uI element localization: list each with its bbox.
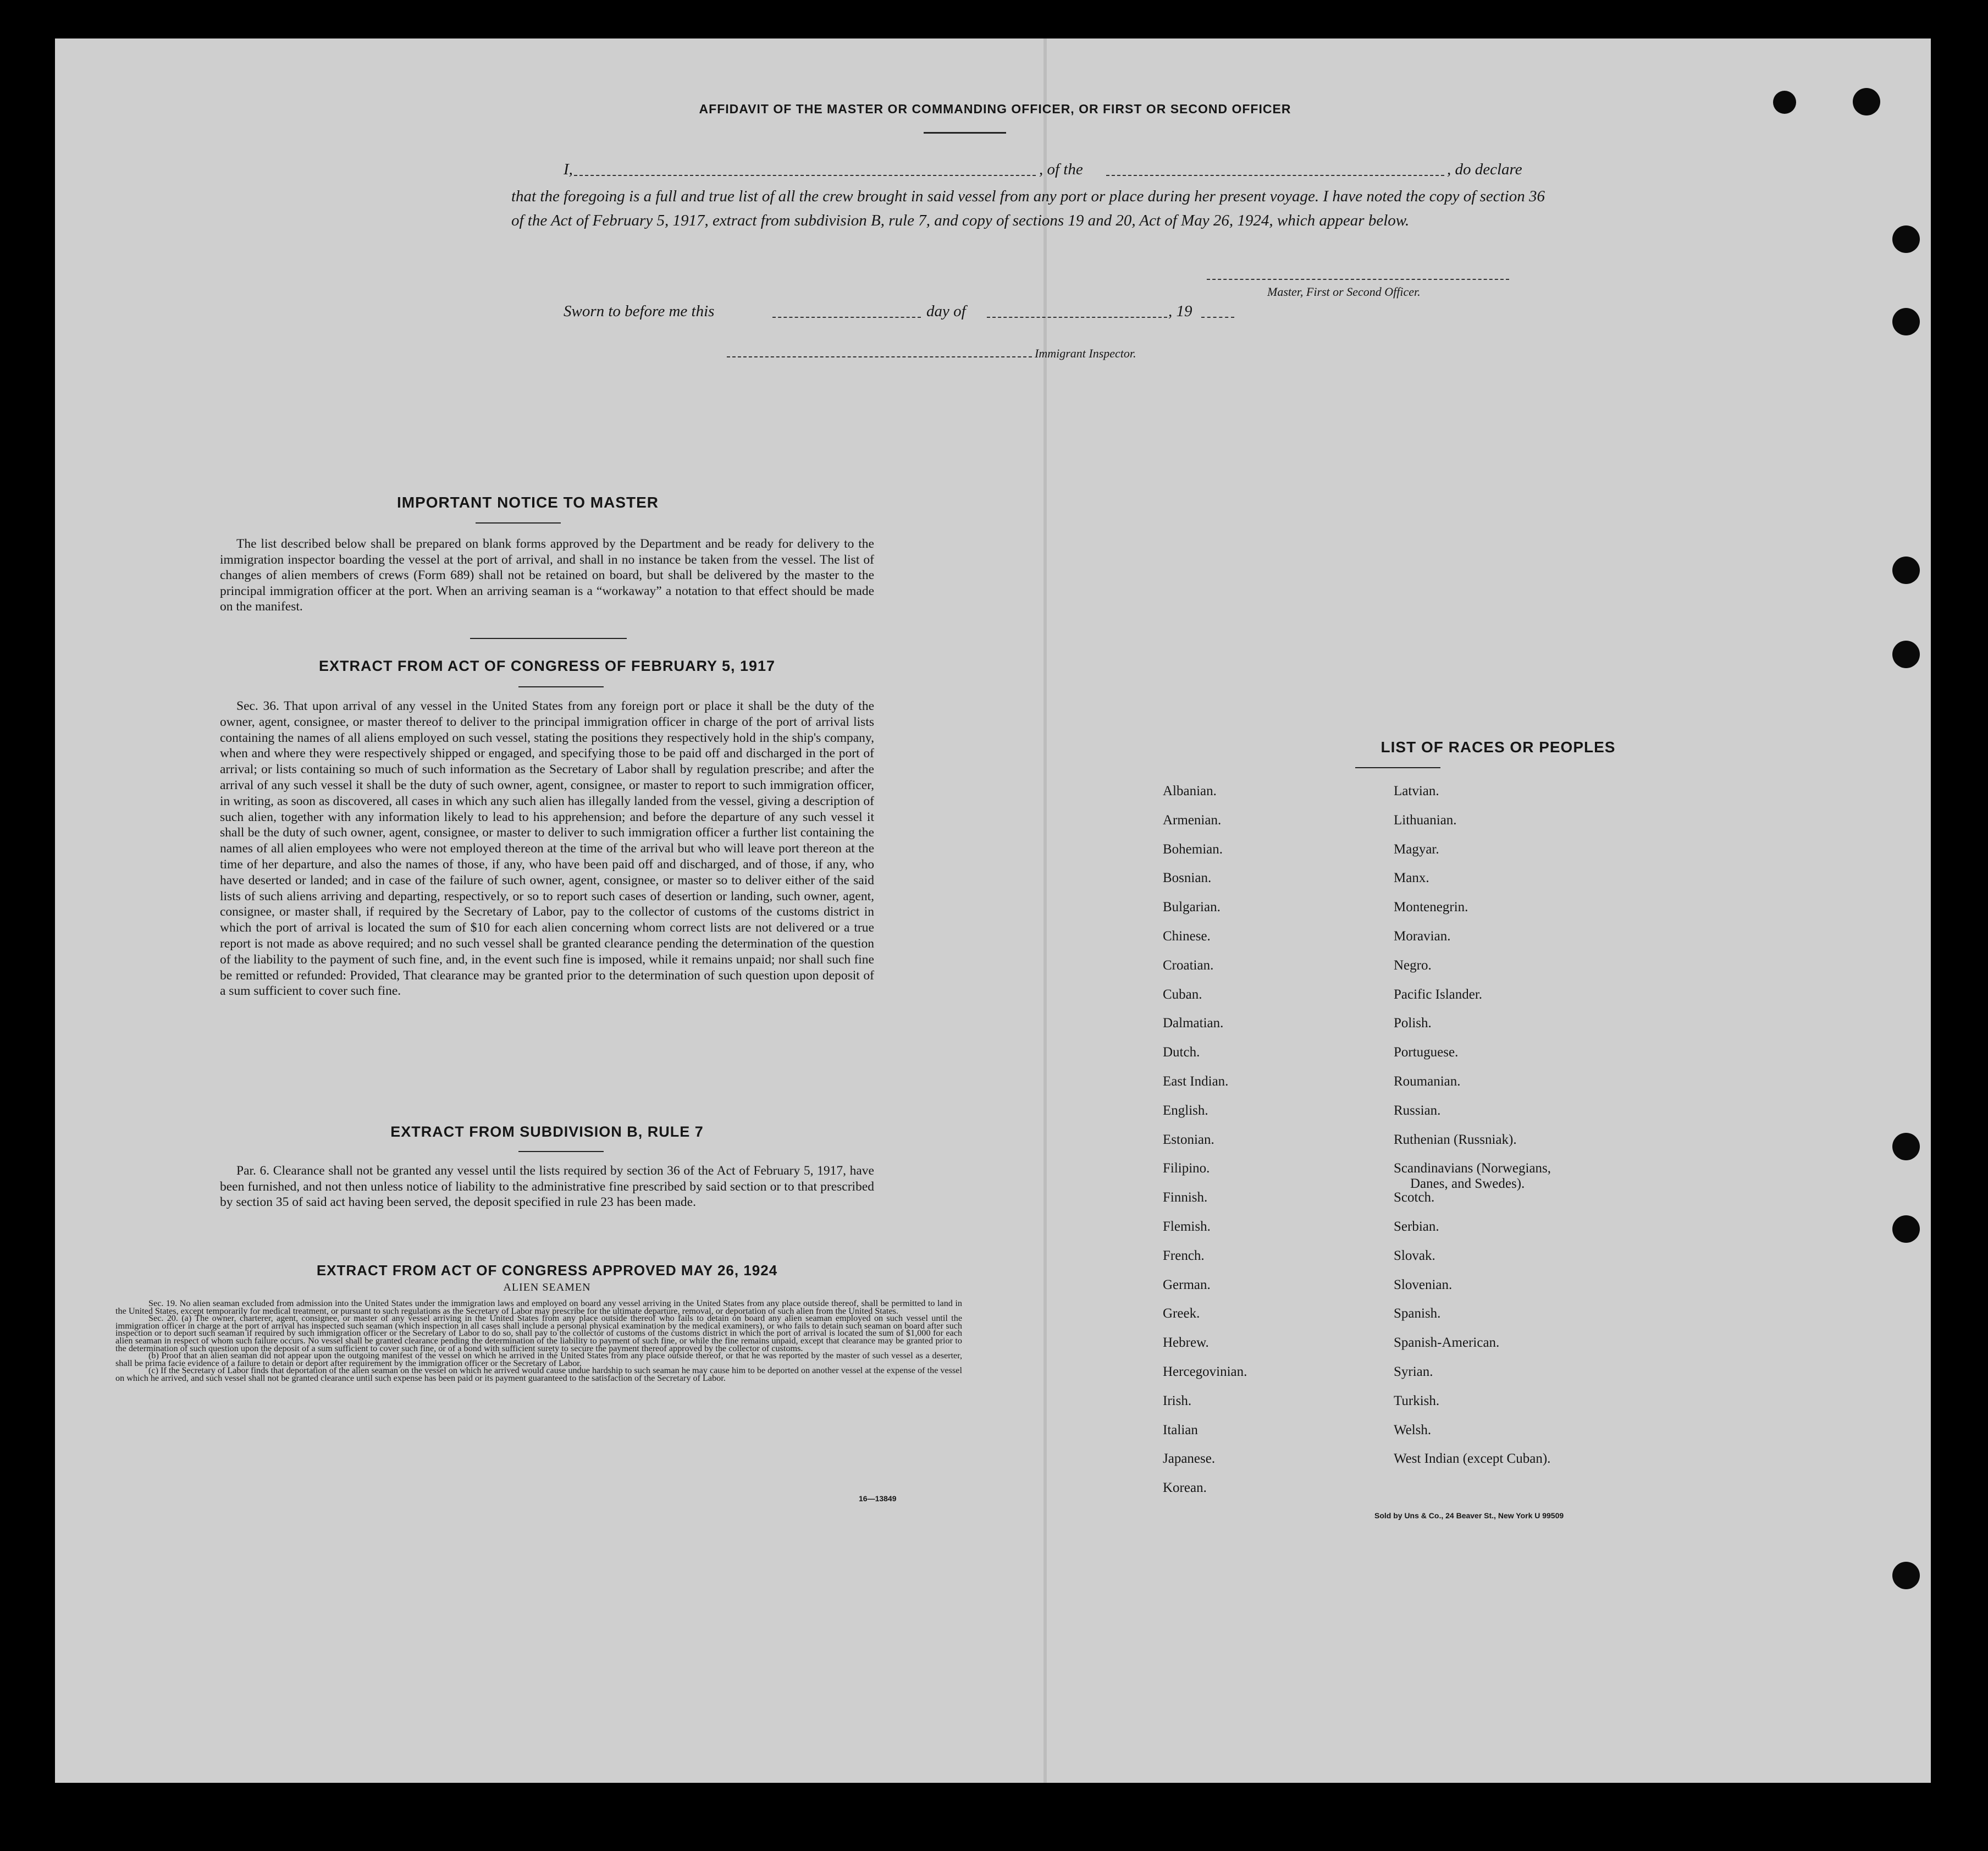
day-of-label: day of (926, 302, 966, 320)
race-item: East Indian. (1163, 1074, 1229, 1089)
i-label: I, (564, 161, 573, 178)
of-the-label: , of the (1039, 161, 1083, 178)
race-item: Russian. (1394, 1103, 1441, 1118)
extract-1924-body (115, 1300, 962, 1382)
extract-rule7-title: EXTRACT FROM SUBDIVISION B, RULE 7 (390, 1123, 704, 1140)
race-item: Albanian. (1163, 784, 1217, 798)
punch-hole (1892, 225, 1920, 253)
center-fold (1043, 38, 1047, 1783)
document-page (55, 38, 1931, 1783)
extract-rule7-body: Par. 6. Clearance shall not be granted any vessel until the lists required by section 36 of the Act of February 5, 1917, have been furnished, and not then unless notice of liability to the administrative fine prescribed by said section or to that prescribed by section 35 of said act having been served, the deposit specified in rule 23 has been made. (220, 1164, 874, 1210)
race-item: Serbian. (1394, 1219, 1439, 1234)
race-item: Estonian. (1163, 1132, 1214, 1147)
inspector-caption: Immigrant Inspector. (1035, 346, 1136, 360)
race-item: Irish. (1163, 1393, 1192, 1408)
race-item: Danes, and Swedes). (1410, 1176, 1525, 1192)
race-item: Greek. (1163, 1306, 1200, 1321)
vessel-field[interactable] (1106, 175, 1444, 176)
sworn-line (564, 302, 1234, 324)
race-item: Scandinavians (Norwegians, (1394, 1161, 1551, 1176)
title-underline (924, 132, 1006, 134)
sworn-year-field[interactable] (1201, 317, 1234, 318)
extract-1917-title: EXTRACT FROM ACT OF CONGRESS OF FEBRUARY 5, 1917 (318, 658, 776, 674)
race-item: Croatian. (1163, 957, 1214, 973)
affidavit-title: AFFIDAVIT OF THE MASTER OR COMMANDING OFFICER, OR FIRST OR SECOND OFFICER (699, 102, 1291, 116)
affidavit-body: that the foregoing is a full and true list of all the crew brought in said vessel from any port or place during her present voyage. I have noted the copy of section 36 of the Act of February 5, 1917, extract from subdivision B, rule 7, and copy of sections 19 and 20, Act of May 26, 1924, which appear below. (511, 188, 1545, 229)
extract-1924-subtitle: ALIEN SEAMEN (503, 1281, 591, 1293)
signature-line[interactable] (1207, 279, 1509, 280)
race-item: Bosnian. (1163, 871, 1212, 886)
sec20b-text: (b) Proof that an alien seaman did not appear upon the outgoing manifest of the vessel on which he arrived in the United States from any place outside thereof, or that he was reported by the master of such vessel as a deserter, shall be prima facie evidence of a failure to detain or deport after requirement by the immigration officer or the Secretary of Labor. (115, 1351, 962, 1368)
sec20a-text: Sec. 20. (a) The owner, charterer, agent, consignee, or master of any vessel arriving in the United States from any place outside thereof who fails to detain on board any alien seaman employed on such vessel until the immigration officer in charge at the port of arrival has inspected such seaman (which inspection in all cases shall include a personal physical examination by the medical examiners), or who fails to detain such seaman on board after such inspection or to deport such seaman if required by such immigration officer or the Secretary of Labor to do so, shall pay to the collector of customs of the customs district in which the port of arrival is located the sum of $1,000 for each alien seaman in respect of whom such failure occurs. No vessel shall be granted clearance pending the determination of the liability to payment of such fine, or while the fine remains unpaid, except that clearance may be granted prior to the determination of such question upon the deposit of a sum sufficient to cover such fine, or of a bond with sufficient surety to secure the payment thereof approved by the collector of customs. (115, 1313, 962, 1353)
race-item: Japanese. (1163, 1451, 1216, 1467)
race-item: Negro. (1394, 957, 1432, 973)
race-item: West Indian (except Cuban). (1394, 1451, 1551, 1467)
race-item: Ruthenian (Russniak). (1394, 1132, 1517, 1147)
race-item: Cuban. (1163, 987, 1202, 1002)
race-item: Spanish-American. (1394, 1335, 1500, 1351)
punch-hole (1892, 1215, 1920, 1243)
race-item: Korean. (1163, 1480, 1207, 1496)
race-item: Welsh. (1394, 1422, 1432, 1437)
race-item: Finnish. (1163, 1190, 1208, 1205)
name-field[interactable] (574, 175, 1036, 176)
race-item: Hebrew. (1163, 1335, 1209, 1351)
race-item: Manx. (1394, 871, 1429, 886)
race-item: Spanish. (1394, 1306, 1441, 1321)
form-number: 16—13849 (859, 1494, 897, 1503)
title-underline (1355, 767, 1440, 768)
sworn-day-field[interactable] (772, 317, 921, 318)
section-divider (470, 638, 627, 639)
sec20c-text: (c) If the Secretary of Labor finds that deportation of the alien seaman on the vessel on which he arrived would cause undue hardship to such seaman he may cause him to be deported on another vessel at the expense of the vessel on which he arrived, and such vessel shall not be granted clearance until such expense has been paid or its payment guaranteed to the satisfaction of the Secretary of Labor. (115, 1365, 962, 1383)
race-item: Pacific Islander. (1394, 987, 1483, 1002)
race-item: Armenian. (1163, 812, 1222, 828)
notice-title: IMPORTANT NOTICE TO MASTER (396, 494, 659, 511)
race-item: Turkish. (1394, 1393, 1440, 1408)
punch-hole (1892, 1133, 1920, 1160)
race-item: Bohemian. (1163, 841, 1223, 857)
race-item: Scotch. (1394, 1190, 1435, 1205)
inspector-line[interactable] (727, 356, 1032, 357)
race-item: Portuguese. (1394, 1045, 1459, 1060)
punch-hole (1853, 88, 1880, 115)
race-item: German. (1163, 1277, 1211, 1292)
race-item: Dutch. (1163, 1045, 1200, 1060)
race-item: Syrian. (1394, 1364, 1433, 1379)
signature-caption: Master, First or Second Officer. (1267, 285, 1421, 299)
race-item: Lithuanian. (1394, 812, 1457, 828)
sworn-label: Sworn to before me this (564, 302, 715, 320)
race-item: Hercegovinian. (1163, 1364, 1247, 1379)
race-item: Latvian. (1394, 784, 1439, 798)
punch-hole (1892, 557, 1920, 584)
race-item: Magyar. (1394, 841, 1439, 857)
extract-1917-body: Sec. 36. That upon arrival of any vessel in the United States from any foreign port or place it shall be the duty of the owner, agent, consignee, or master thereof to deliver to the principal immigration officer in charge of the port of arrival lists containing the names of all aliens employed on such vessel, stating the positions they respectively hold in the ship's company, when and where they were respectively shipped or engaged, and specifying those to be paid off and discharged in the port of arrival; or lists containing so much of such information as the Secretary of Labor shall by regulation prescribe; and after the arrival of any such vessel it shall be the duty of such owner, agent, consignee, or master to report to such immigration officer, in writing, as soon as discovered, all cases in which any such alien has illegally landed from the vessel, giving a description of such alien, together with any information likely to lead to his apprehension; and before the departure of any such vessel it shall be the duty of such owner, agent, consignee, or master to deliver to such immigration officer a further list containing the names of all alien employees who were not employed thereon at the time of the arrival but who will leave port thereon at the time of her departure, and also the names of those, if any, who have been paid off and discharged, and of those, if any, who have deserted or landed; and in case of the failure of such owner, agent, consignee, or master so to deliver either of the said lists of such aliens arriving and departing, respectively, or so to report such cases of desertion or landing, such owner, agent, consignee, or master shall, if required by the Secretary of Labor, pay to the collector of customs of the customs district in which the port of arrival is located the sum of $10 for each alien concerning whom correct lists are not delivered or a true report is not made as above required; and no such vessel shall be granted clearance pending the determination of the question of the liability to the payment of such fine, and, in the event such fine is imposed, while it remains unpaid; nor shall such fine be remitted or refunded: Provided, That clearance may be granted prior to the determination of such question upon deposit of a sum sufficient to cover such fine. (220, 699, 874, 999)
race-item: Dalmatian. (1163, 1016, 1224, 1031)
notice-body: The list described below shall be prepared on blank forms approved by the Department and be ready for delivery to the immigration inspector boarding the vessel at the port of arrival, and shall in no instance be taken from the vessel. The list of changes of alien members of crews (Form 689) shall not be retained on board, but shall be delivered by the master to the principal immigration officer at the port. When an arriving seaman is a “workaway” a notation to that effect should be made on the manifest. (220, 537, 874, 614)
year-label: , 19 (1168, 302, 1192, 320)
printer-note: Sold by Uns & Co., 24 Beaver St., New York U 99509 (1374, 1511, 1564, 1520)
title-underline (518, 1151, 604, 1152)
race-item: Moravian. (1394, 929, 1451, 944)
race-item: Flemish. (1163, 1219, 1211, 1234)
race-item: Polish. (1394, 1016, 1432, 1031)
sec19-text: Sec. 19. No alien seaman excluded from admission into the United States under the immigration laws and employed on board any vessel arriving in the United States from any place outside thereof, shall be permitted to land in the United States, except temporarily for medical treatment, or pursuant to such regulations as the Secretary of Labor may prescribe for the ultimate departure, removal, or deportation of such alien from the United States. (115, 1298, 962, 1316)
race-item: French. (1163, 1248, 1205, 1263)
declaration-line (507, 161, 1546, 183)
race-item: Italian (1163, 1422, 1198, 1437)
race-item: English. (1163, 1103, 1208, 1118)
race-item: Filipino. (1163, 1161, 1210, 1176)
title-underline (476, 522, 561, 524)
punch-hole (1892, 641, 1920, 668)
race-item: Chinese. (1163, 929, 1211, 944)
race-item: Slovak. (1394, 1248, 1435, 1263)
races-title: LIST OF RACES OR PEOPLES (1380, 739, 1616, 756)
title-underline (518, 686, 604, 687)
punch-hole (1773, 91, 1796, 114)
sworn-month-field[interactable] (987, 317, 1167, 318)
race-item: Slovenian. (1394, 1277, 1453, 1292)
do-declare-label: , do declare (1447, 161, 1522, 178)
extract-1924-title: EXTRACT FROM ACT OF CONGRESS APPROVED MAY 26, 1924 (316, 1262, 778, 1279)
punch-hole (1892, 1562, 1920, 1589)
race-item: Montenegrin. (1394, 900, 1468, 915)
punch-hole (1892, 308, 1920, 335)
race-item: Roumanian. (1394, 1074, 1461, 1089)
race-item: Bulgarian. (1163, 900, 1221, 915)
